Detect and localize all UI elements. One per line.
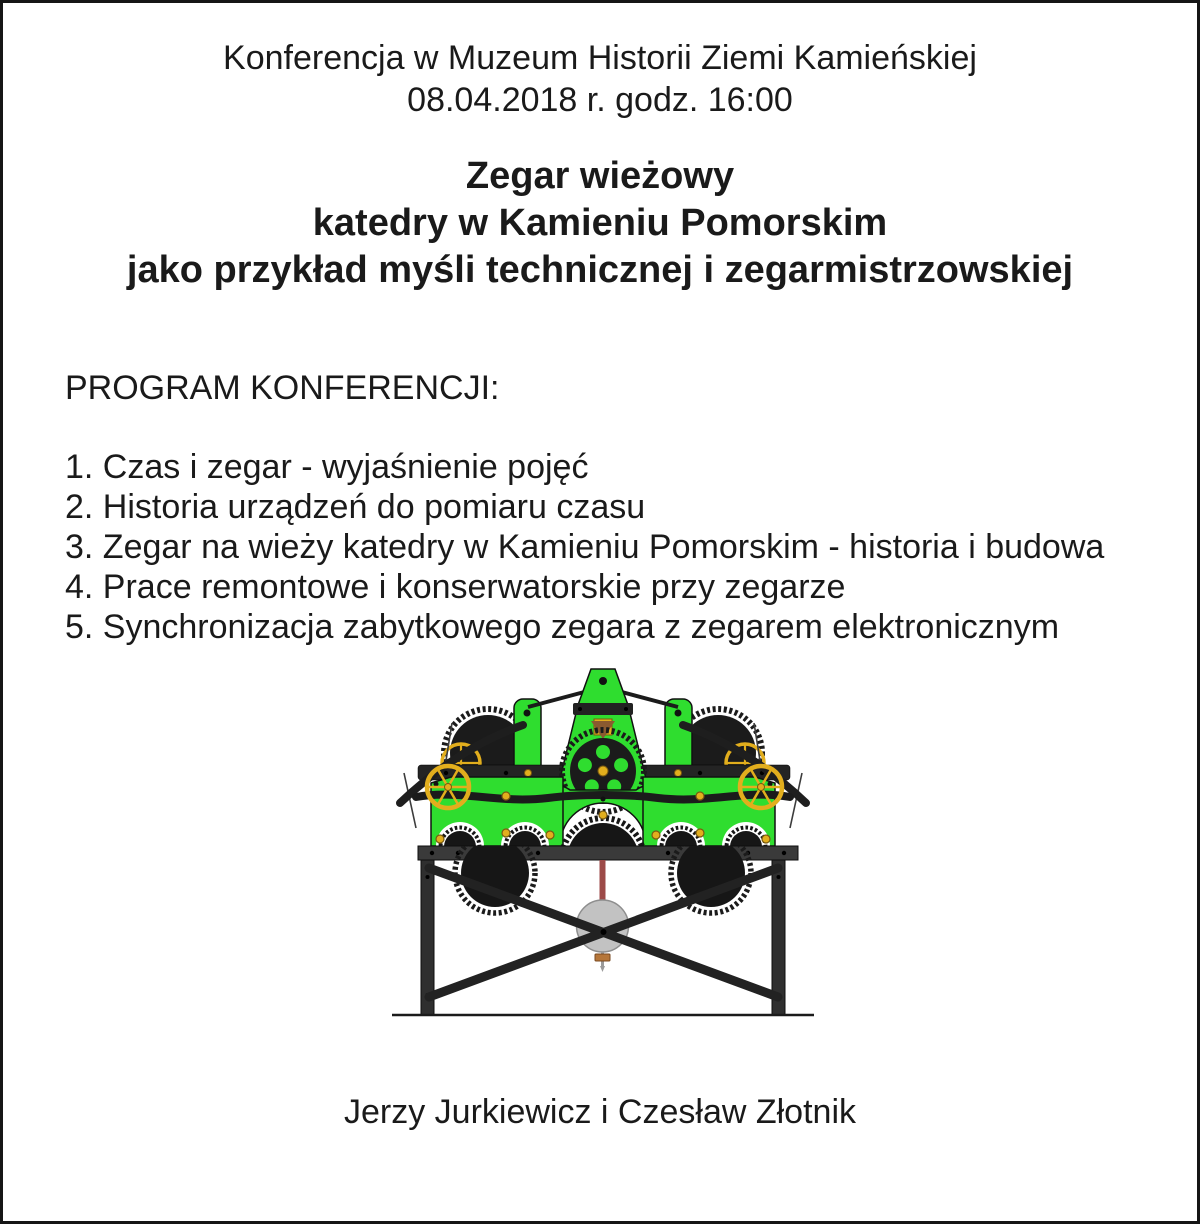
- brace-pivot-icon: [601, 929, 607, 935]
- poster-header: [3, 37, 1197, 121]
- header-line-2: 08.04.2018 r. godz. 16:00: [407, 81, 793, 119]
- program-item-1: 1. Czas i zegar - wyjaśnienie pojęć: [65, 448, 589, 486]
- title-line-2: katedry w Kamieniu Pomorskim: [312, 202, 888, 244]
- program-item-2: 2. Historia urządzeń do pomiaru czasu: [65, 488, 646, 526]
- title-line-1: Zegar wieżowy: [465, 155, 735, 197]
- header-line-1: Konferencja w Muzeum Historii Ziemi Kamieńskiej: [223, 39, 977, 77]
- tower-clock-mechanism-illustration: [388, 663, 818, 1023]
- program-item-5: 5. Synchronizacja zabytkowego zegara z zegarem elektronicznym: [65, 608, 1060, 646]
- program-item-4: 4. Prace remontowe i konserwatorskie przy zegarze: [65, 568, 846, 606]
- program-item-3: 3. Zegar na wieży katedry w Kamieniu Pomorskim - historia i budowa: [65, 528, 1105, 566]
- program-heading: PROGRAM KONFERENCJI:: [65, 369, 500, 407]
- program-list: [65, 447, 1167, 647]
- pendulum-icon: [577, 860, 629, 972]
- title-line-3: jako przykład myśli technicznej i zegarmistrzowskiej: [126, 249, 1074, 291]
- poster-title: [3, 153, 1197, 294]
- authors-line: Jerzy Jurkiewicz i Czesław Złotnik: [344, 1093, 856, 1131]
